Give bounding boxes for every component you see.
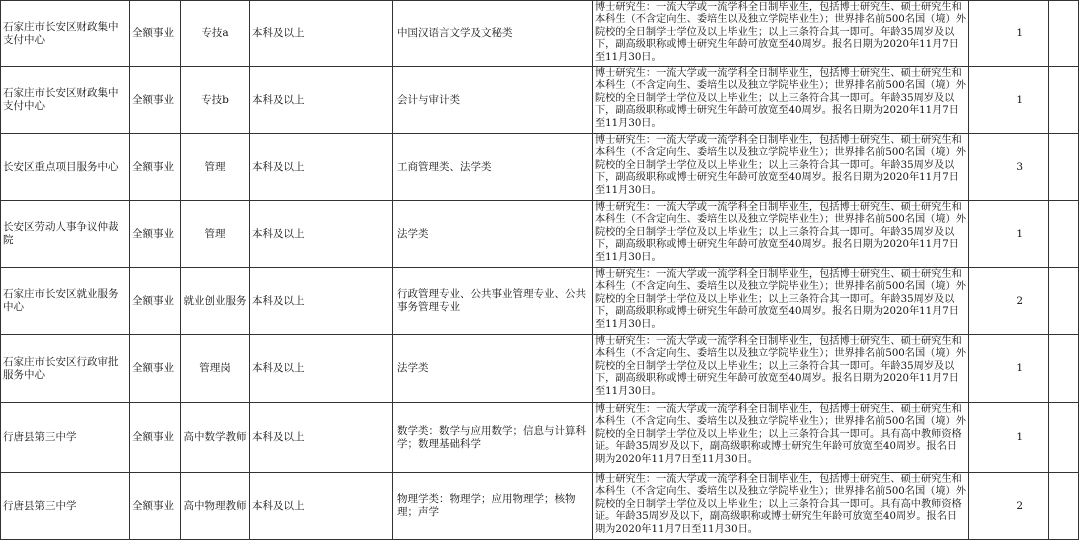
requirement-cell: 博士研究生：一流大学或一流学科全日制毕业生，包括博士研究生、硕士研究生和本科生（不含定向生、委培生以及独立学院毕业生）；世界排名前500名国（境）外院校的全日制学士学位及以上毕业生；以上三条符合其一即可。年龄35周岁及以下，副高级职称或博士研究生年龄可放宽至40周岁。报名日期为2020年11月7日至11月30日。 (593, 201, 969, 268)
table-row (1, 403, 1079, 473)
education-cell: 本科及以上 (250, 268, 393, 335)
requirement-cell: 博士研究生：一流大学或一流学科全日制毕业生，包括博士研究生、硕士研究生和本科生（不含定向生、委培生以及独立学院毕业生）；世界排名前500名国（境）外院校的全日制学士学位及以上毕业生；以上三条符合其一即可。年龄35周岁及以下，副高级职称或博士研究生年龄可放宽至40周岁。报名日期为2020年11月7日至11月30日。 (593, 335, 969, 403)
unit-cell: 石家庄市长安区行政审批服务中心 (1, 335, 130, 403)
post-cell: 专技b (181, 67, 250, 134)
type-cell: 全额事业 (130, 403, 181, 473)
unit-cell: 行唐县第三中学 (1, 403, 130, 473)
post-cell: 高中数学教师 (181, 403, 250, 473)
post-cell: 管理岗 (181, 335, 250, 403)
empty-cell (1049, 201, 1079, 268)
type-cell: 全额事业 (130, 335, 181, 403)
unit-cell: 石家庄市长安区财政集中支付中心 (1, 1, 130, 67)
type-cell: 全额事业 (130, 201, 181, 268)
requirement-cell: 博士研究生：一流大学或一流学科全日制毕业生，包括博士研究生、硕士研究生和本科生（不含定向生、委培生以及独立学院毕业生）；世界排名前500名国（境）外院校的全日制学士学位及以上毕业生；以上三条符合其一即可。年龄35周岁及以下，副高级职称或博士研究生年龄可放宽至40周岁。报名日期为2020年11月7日至11月30日。 (593, 1, 969, 67)
education-cell: 本科及以上 (250, 67, 393, 134)
major-cell: 行政管理专业、公共事业管理专业、公共事务管理专业 (393, 268, 593, 335)
count-cell: 2 (969, 473, 1049, 540)
type-cell: 全额事业 (130, 67, 181, 134)
count-cell: 1 (969, 335, 1049, 403)
major-cell: 法学类 (393, 335, 593, 403)
count-cell: 1 (969, 201, 1049, 268)
requirement-cell: 博士研究生：一流大学或一流学科全日制毕业生，包括博士研究生、硕士研究生和本科生（不含定向生、委培生以及独立学院毕业生）；世界排名前500名国（境）外院校的全日制学士学位及以上毕业生；以上三条符合其一即可。年龄35周岁及以下，副高级职称或博士研究生年龄可放宽至40周岁。报名日期为2020年11月7日至11月30日。 (593, 134, 969, 201)
table-body (1, 1, 1079, 540)
requirement-cell: 博士研究生：一流大学或一流学科全日制毕业生，包括博士研究生、硕士研究生和本科生（不含定向生、委培生以及独立学院毕业生）；世界排名前500名国（境）外院校的全日制学士学位及以上毕业生；以上三条符合其一即可。年龄35周岁及以下，副高级职称或博士研究生年龄可放宽至40周岁。报名日期为2020年11月7日至11月30日。 (593, 67, 969, 134)
table-row (1, 335, 1079, 403)
table-row (1, 1, 1079, 67)
empty-cell (1049, 268, 1079, 335)
requirement-cell: 博士研究生：一流大学或一流学科全日制毕业生，包括博士研究生、硕士研究生和本科生（不含定向生、委培生以及独立学院毕业生）；世界排名前500名国（境）外院校的全日制学士学位及以上毕业生；以上三条符合其一即可。具有高中教师资格证。年龄35周岁及以下，副高级职称或博士研究生年龄可放宽至40周岁。报名日期为2020年11月7日至11月30日。 (593, 403, 969, 473)
education-cell: 本科及以上 (250, 335, 393, 403)
unit-cell: 长安区重点项目服务中心 (1, 134, 130, 201)
post-cell: 专技a (181, 1, 250, 67)
major-cell: 中国汉语言文学及文秘类 (393, 1, 593, 67)
post-cell: 高中物理教师 (181, 473, 250, 540)
major-cell: 数学类：数学与应用数学；信息与计算科学；数理基础科学 (393, 403, 593, 473)
type-cell: 全额事业 (130, 134, 181, 201)
empty-cell (1049, 335, 1079, 403)
table-row (1, 134, 1079, 201)
table-row (1, 201, 1079, 268)
type-cell: 全额事业 (130, 1, 181, 67)
count-cell: 1 (969, 1, 1049, 67)
education-cell: 本科及以上 (250, 1, 393, 67)
table-row (1, 67, 1079, 134)
count-cell: 2 (969, 268, 1049, 335)
table-row (1, 268, 1079, 335)
major-cell: 工商管理类、法学类 (393, 134, 593, 201)
empty-cell (1049, 403, 1079, 473)
count-cell: 3 (969, 134, 1049, 201)
type-cell: 全额事业 (130, 473, 181, 540)
unit-cell: 行唐县第三中学 (1, 473, 130, 540)
post-cell: 管理 (181, 201, 250, 268)
empty-cell (1049, 473, 1079, 540)
education-cell: 本科及以上 (250, 403, 393, 473)
empty-cell (1049, 134, 1079, 201)
education-cell: 本科及以上 (250, 201, 393, 268)
count-cell: 1 (969, 67, 1049, 134)
table-row (1, 473, 1079, 540)
type-cell: 全额事业 (130, 268, 181, 335)
major-cell: 法学类 (393, 201, 593, 268)
unit-cell: 石家庄市长安区就业服务中心 (1, 268, 130, 335)
empty-cell (1049, 1, 1079, 67)
major-cell: 会计与审计类 (393, 67, 593, 134)
post-cell: 就业创业服务 (181, 268, 250, 335)
count-cell: 1 (969, 403, 1049, 473)
unit-cell: 长安区劳动人事争议仲裁院 (1, 201, 130, 268)
education-cell: 本科及以上 (250, 134, 393, 201)
education-cell: 本科及以上 (250, 473, 393, 540)
requirement-cell: 博士研究生：一流大学或一流学科全日制毕业生，包括博士研究生、硕士研究生和本科生（不含定向生、委培生以及独立学院毕业生）；世界排名前500名国（境）外院校的全日制学士学位及以上毕业生；以上三条符合其一即可。年龄35周岁及以下，副高级职称或博士研究生年龄可放宽至40周岁。报名日期为2020年11月7日至11月30日。 (593, 268, 969, 335)
empty-cell (1049, 67, 1079, 134)
post-cell: 管理 (181, 134, 250, 201)
unit-cell: 石家庄市长安区财政集中支付中心 (1, 67, 130, 134)
major-cell: 物理学类：物理学；应用物理学；核物理；声学 (393, 473, 593, 540)
requirement-cell: 博士研究生：一流大学或一流学科全日制毕业生，包括博士研究生、硕士研究生和本科生（不含定向生、委培生以及独立学院毕业生）；世界排名前500名国（境）外院校的全日制学士学位及以上毕业生；以上三条符合其一即可。具有高中教师资格证。年龄35周岁及以下，副高级职称或博士研究生年龄可放宽至40周岁。报名日期为2020年11月7日至11月30日。 (593, 473, 969, 540)
